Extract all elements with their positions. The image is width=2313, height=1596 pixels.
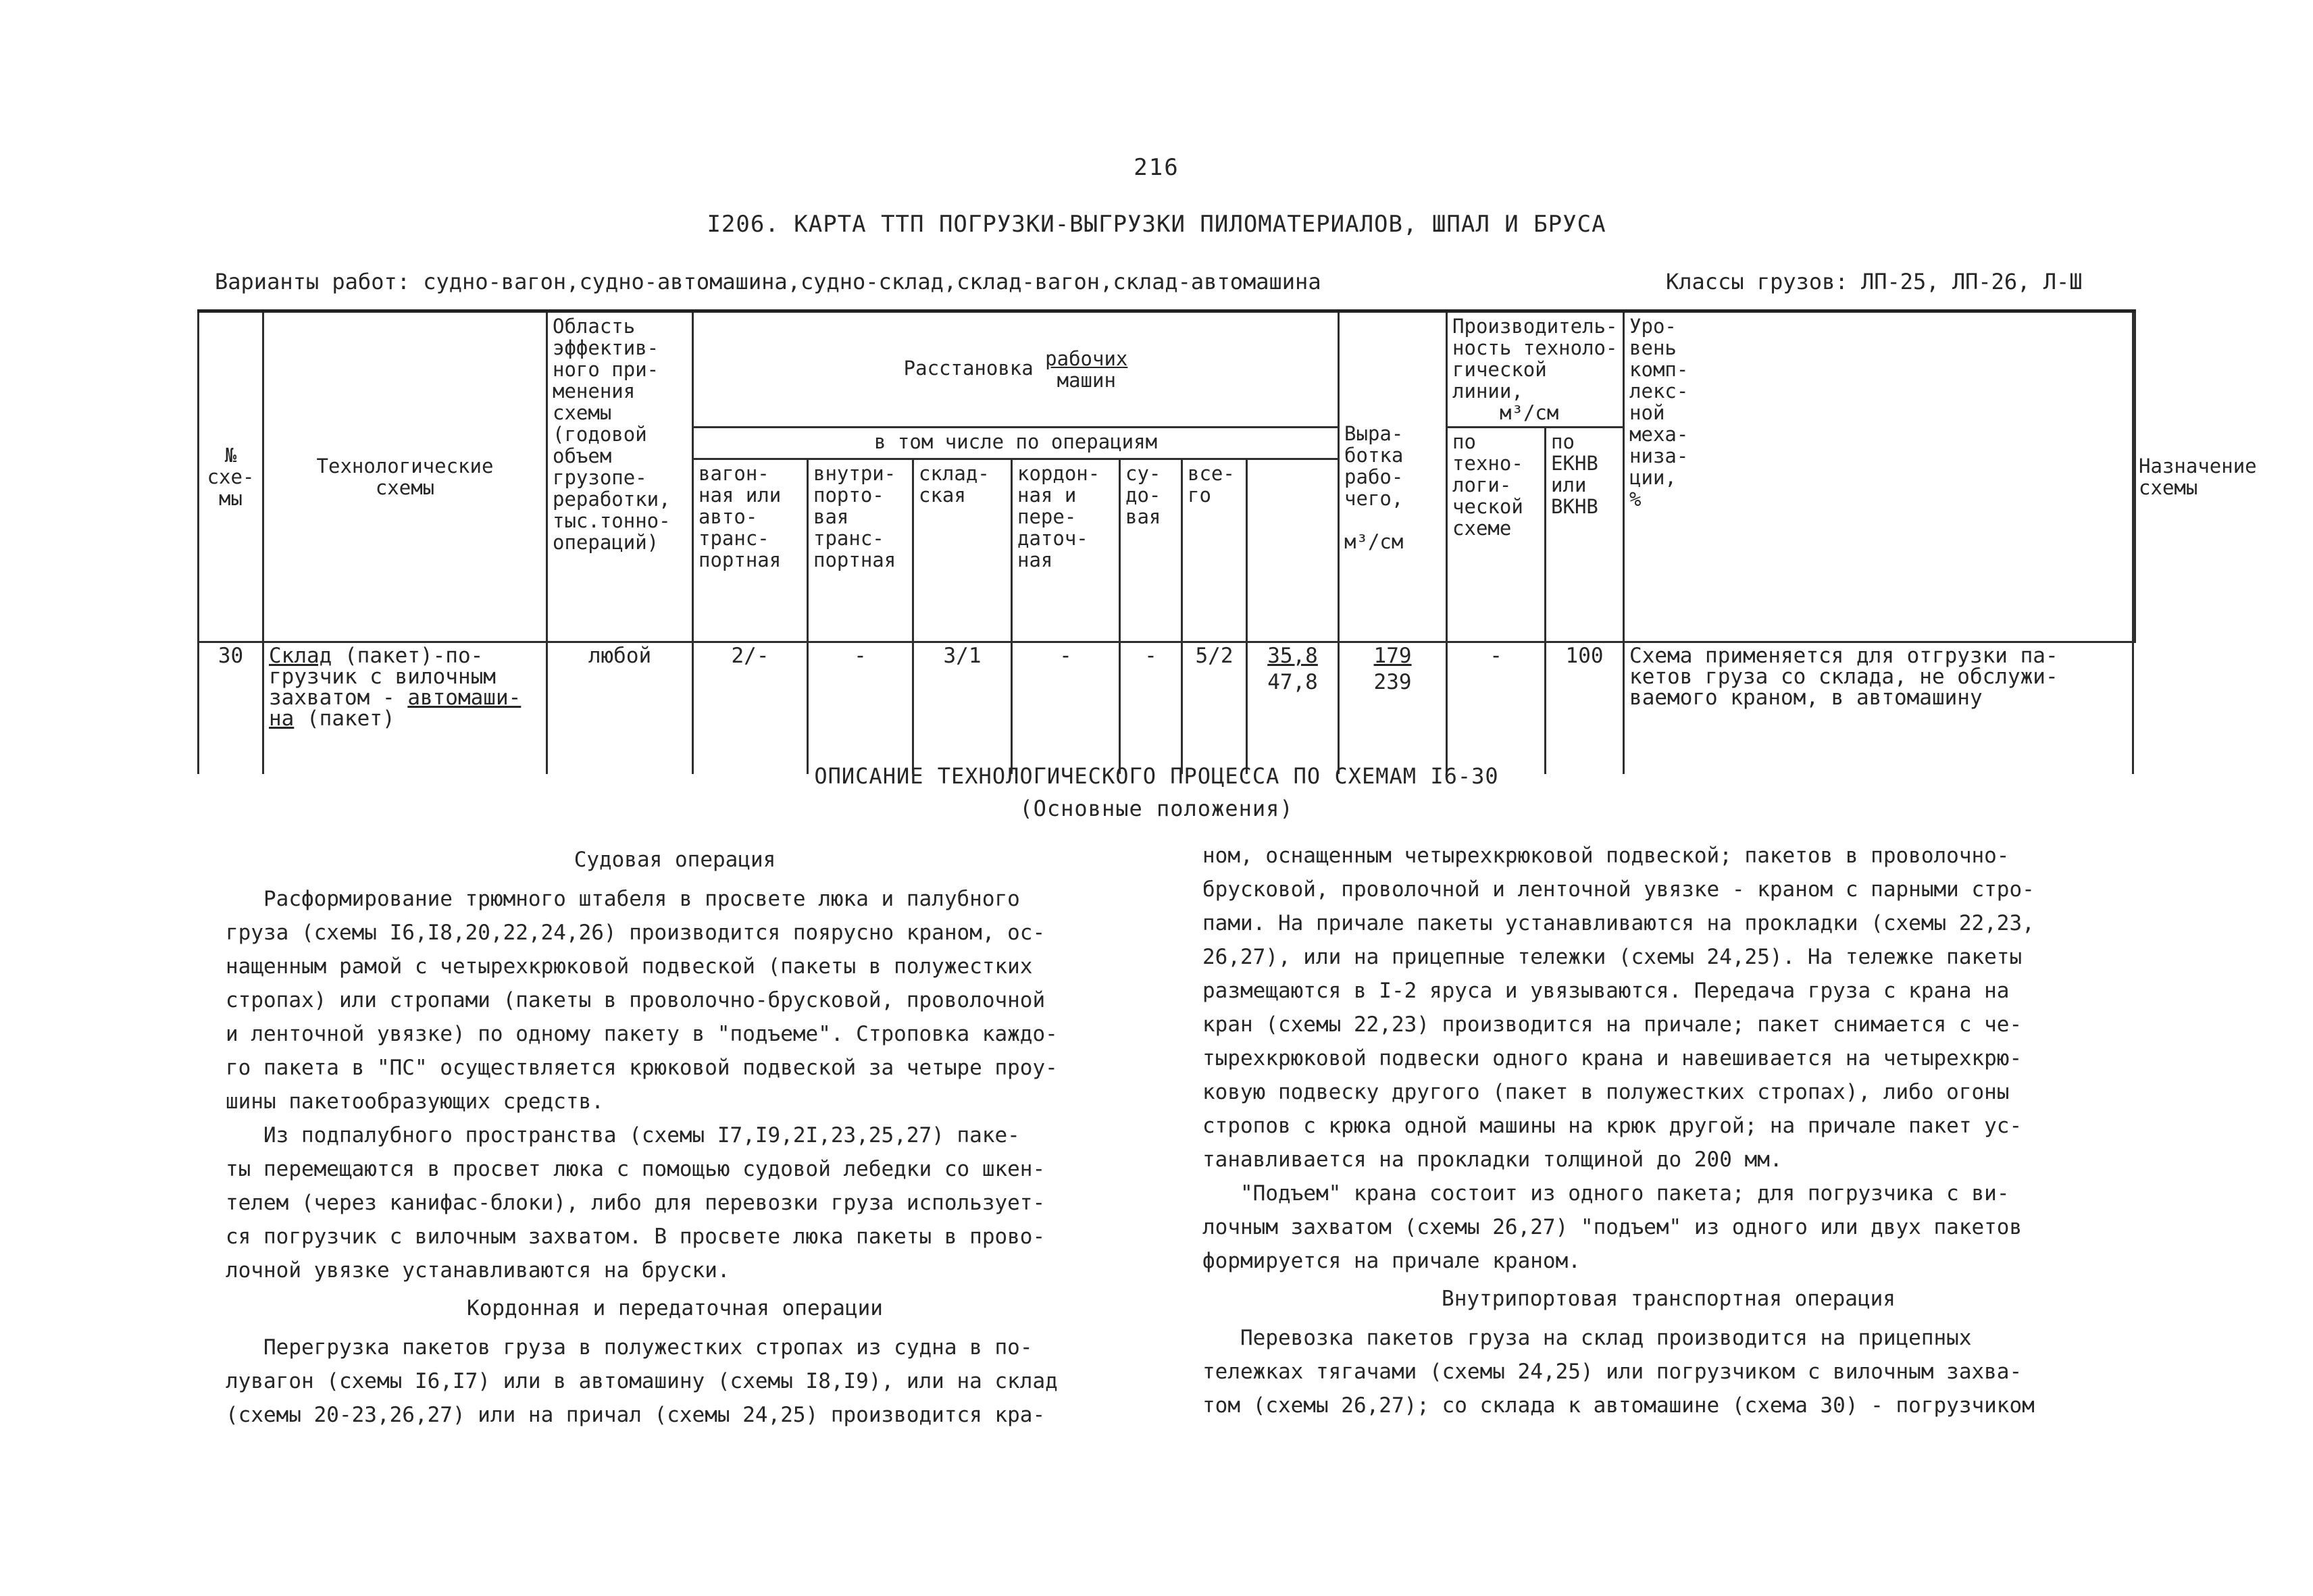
- header-cordon-transfer: кордон- ная и пере- даточ- ная: [1012, 459, 1120, 642]
- header-total: все- го: [1182, 459, 1247, 642]
- productivity-denominator: 239: [1373, 670, 1412, 694]
- paragraph-internal-transport: Перевозка пакетов груза на склад производится на прицепных тележках тягачами (схемы 24,25) или погрузчиком с вилочным захва- том (схемы 26,27); со склада к автомашине (схема 30) - погрузчиком: [1202, 1326, 2035, 1418]
- cell-scheme-number: 30: [199, 642, 263, 775]
- header-productivity-unit: м³/см: [1500, 401, 1559, 424]
- header-internal-transport: внутри- порто- вая транс- портная: [808, 459, 913, 642]
- header-output-label: Выра- ботка рабо- чего,: [1344, 422, 1404, 510]
- cell-mechanization-level: 100: [1546, 642, 1624, 775]
- description-title: ОПИСАНИЕ ТЕХНОЛОГИЧЕСКОГО ПРОЦЕССА ПО СХЕМАМ I6-30: [814, 763, 1499, 789]
- header-worker-output: [1339, 311, 1447, 642]
- header-warehouse: склад- ская: [913, 459, 1012, 642]
- header-productivity: [1447, 311, 1624, 428]
- cell-application-area: любой: [547, 642, 693, 775]
- cell-tech-scheme: [263, 642, 547, 775]
- cell-purpose: Схема применяется для отгрузки па- кетов груза со склада, не обслужи- ваемого краном, в автомашину: [1624, 642, 2133, 775]
- tech-scheme-truck: автомаши- на: [269, 686, 522, 731]
- cell-ekhv: -: [1447, 642, 1546, 775]
- header-ekhv: по ЕКНВ или ВКНВ: [1546, 428, 1624, 642]
- cell-productivity-scheme: [1339, 642, 1447, 775]
- tech-scheme-packet: (пакет): [294, 706, 395, 731]
- cell-cordon-transfer: -: [1012, 642, 1120, 775]
- description-left-column: [226, 839, 1124, 1432]
- header-wagon-auto: вагон- ная или авто- транс- портная: [693, 459, 808, 642]
- work-variants: Варианты работ: судно-вагон,судно-автомашина,судно-склад,склад-вагон,склад-автомашина: [215, 269, 1321, 294]
- cell-internal-transport: -: [808, 642, 913, 775]
- output-numerator: 35,8: [1267, 644, 1318, 668]
- page-number: 216: [1134, 154, 1179, 181]
- table-row: [199, 642, 2135, 775]
- header-tech-schemes: Технологические схемы: [263, 311, 547, 642]
- cell-wagon-auto: 2/-: [693, 642, 808, 775]
- description-subtitle: (Основные положения): [1019, 796, 1294, 821]
- header-ship: су- до- вая: [1120, 459, 1182, 642]
- cell-worker-output: [1247, 642, 1339, 775]
- header-output-unit: м³/см: [1344, 530, 1404, 553]
- tech-scheme-warehouse: Склад: [269, 644, 332, 668]
- header-machine-placement: [693, 311, 1339, 428]
- header-placement-machines: машин: [1057, 369, 1116, 392]
- tech-scheme-text: (пакет)-по- грузчик с вилочным захватом -: [269, 644, 496, 710]
- header-productivity-label: Производитель- ность техноло- гической линии,: [1452, 315, 1618, 403]
- document-title: I206. КАРТА ТТП ПОГРУЗКИ-ВЫГРУЗКИ ПИЛОМАТЕРИАЛОВ, ШПАЛ И БРУСА: [707, 211, 1606, 238]
- header-mechanization-level: Уро- вень комп- лекс- ной меха- низа- ции, %: [1624, 311, 2133, 642]
- header-by-operations: в том числе по операциям: [693, 428, 1339, 459]
- cell-ship: -: [1120, 642, 1182, 775]
- heading-internal-transport: Внутрипортовая транспортная операция: [1442, 1287, 1896, 1311]
- cargo-classes: Классы грузов: ЛП-25, ЛП-26, Л-Ш: [1666, 269, 2083, 294]
- paragraph-ship-1: Расформирование трюмного штабеля в просвете люка и палубного груза (схемы I6,I8,20,22,24,26) производится поярусно краном, ос- нащенным рамой с четырехкрюковой подвеской (пакеты в полужестких стропах) или стропами (пакеты в проволочно-брусковой, проволочной и ленточной увязке) по одному пакету в "подъеме". Строповка каждо- го пакета в "ПС" осуществляется крюковой подвеской за четыре проу- шины пакетообразующих средств.: [226, 887, 1058, 1114]
- header-purpose: Назначение схемы: [2133, 311, 2135, 642]
- paragraph-lift: "Подъем" крана состоит из одного пакета; для погрузчика с ви- лочным захватом (схемы 26,27) "подъем" из одного или двух пакетов формируется на причале краном.: [1202, 1181, 2023, 1273]
- header-placement-workers: рабочих: [1045, 347, 1128, 370]
- paragraph-cordon-continued: ном, оснащенным четырехкрюковой подвеской; пакетов в проволочно- брусковой, проволочной и ленточной увязке - краном с парными стро- пами. На причале пакеты устанавливаются на прокладки (схемы 22,23, 26,27), или на прицепные тележки (схемы 24,25). На тележке пакеты размещаются в I-2 яруса и увязываются. Передача груза с крана на кран (схемы 22,23) производится на причале; пакет снимается с че- тырехкрюковой подвески одного крана и навешивается на четырехкрю- ковую подвеску другого (пакет в полужестких стропах), либо огоны стропов с крюка одной машины на крюк другой; на причале пакет ус- танавливается на прокладки толщиной до 200 мм.: [1202, 844, 2035, 1172]
- cell-total: 5/2: [1182, 642, 1247, 775]
- header-scheme-number: № схе- мы: [199, 311, 263, 642]
- productivity-numerator: 179: [1373, 644, 1412, 668]
- cell-warehouse: 3/1: [913, 642, 1012, 775]
- scheme-table: [197, 309, 2257, 774]
- paragraph-cordon-1: Перегрузка пакетов груза в полужестких стропах из судна в по- лувагон (схемы I6,I7) или в автомашину (схемы I8,I9), или на склад (схемы 20-23,26,27) или на причал (схемы 24,25) производится кра-: [226, 1335, 1058, 1427]
- header-application-area: Область эффектив- ного при- менения схемы (годовой объем грузопе- реработки, тыс.тонно- операций): [547, 311, 693, 642]
- heading-cordon-operation: Кордонная и передаточная операции: [467, 1296, 883, 1320]
- header-by-tech-scheme: по техно- логи- ческой схеме: [1447, 428, 1546, 642]
- description-right-column: [1202, 839, 2135, 1422]
- heading-ship-operation: Судовая операция: [574, 848, 776, 872]
- header-placement-prefix: Расстановка: [903, 357, 1046, 380]
- paragraph-ship-2: Из подпалубного пространства (схемы I7,I9,2I,23,25,27) паке- ты перемещаются в просвет люка с помощью судовой лебедки со шкен- телем (через канифас-блоки), либо для перевозки груза использует- ся погрузчик с вилочным захватом. В просвете люка пакеты в прово- лочной увязке устанавливаются на бруски.: [226, 1123, 1046, 1283]
- output-denominator: 47,8: [1267, 670, 1318, 694]
